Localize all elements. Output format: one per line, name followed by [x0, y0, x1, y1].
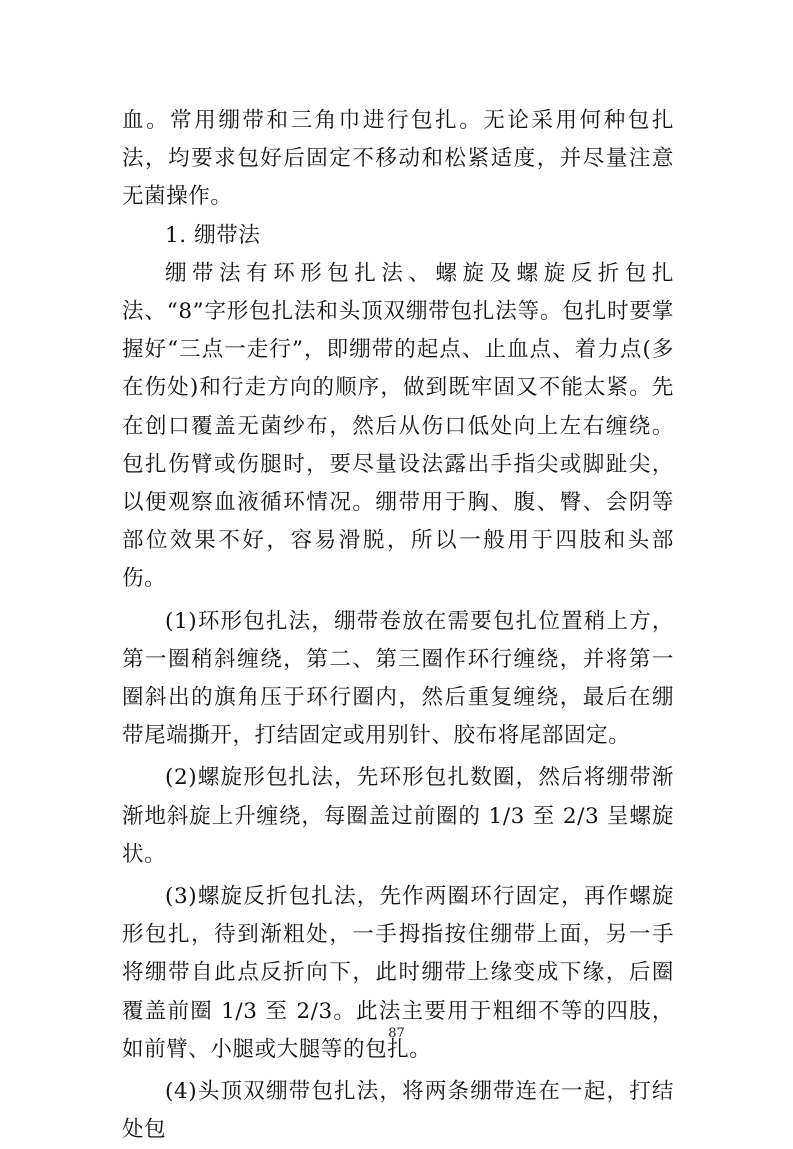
- paragraph-head-double-bandaging: (4)头顶双绷带包扎法，将两条绷带连在一起，打结处包: [122, 1079, 674, 1143]
- paragraph-continuation: 血。常用绷带和三角巾进行包扎。无论采用何种包扎法，均要求包好后固定不移动和松紧适度，并尽量注意无菌操作。: [122, 108, 674, 210]
- paragraph-spiral-reverse-bandaging: (3)螺旋反折包扎法，先作两圈环行固定，再作螺旋形包扎，待到渐粗处，一手拇指按住绷带上面，另一手将绷带自此点反折向下，此时绷带上缘变成下缘，后圈覆盖前圈 1/3 至 2/3。此法主要用于粗细不等的四肢，如前臂、小腿或大腿等的包扎。: [122, 884, 674, 1062]
- body-text: [122, 102, 674, 1149]
- page-number: 87: [388, 1026, 405, 1041]
- paragraph-spiral-bandaging: (2)螺旋形包扎法，先环形包扎数圈，然后将绷带渐渐地斜旋上升缠绕，每圈盖过前圈的 1/3 至 2/3 呈螺旋状。: [122, 765, 674, 867]
- paragraph-bandage-overview: 绷带法有环形包扎法、螺旋及螺旋反折包扎法、“8”字形包扎法和头顶双绷带包扎法等。包扎时要掌握好“三点一走行”，即绷带的起点、止血点、着力点(多在伤处)和行走方向的顺序，做到既牢固又不能太紧。先在创口覆盖无菌纱布，然后从伤口低处向上左右缠绕。包扎伤臂或伤腿时，要尽量设法露出手指尖或脚趾尖，以便观察血液循环情况。绷带用于胸、腹、臀、会阴等部位效果不好，容易滑脱，所以一般用于四肢和头部伤。: [122, 260, 674, 592]
- section-heading-bandage-method: 1. 绷带法: [165, 222, 261, 248]
- paragraph-circular-bandaging: (1)环形包扎法，绷带卷放在需要包扎位置稍上方，第一圈稍斜缠绕，第二、第三圈作环行缠绕，并将第一圈斜出的旗角压于环行圈内，然后重复缠绕，最后在绷带尾端撕开，打结固定或用别针、胶布将尾部固定。: [122, 608, 674, 749]
